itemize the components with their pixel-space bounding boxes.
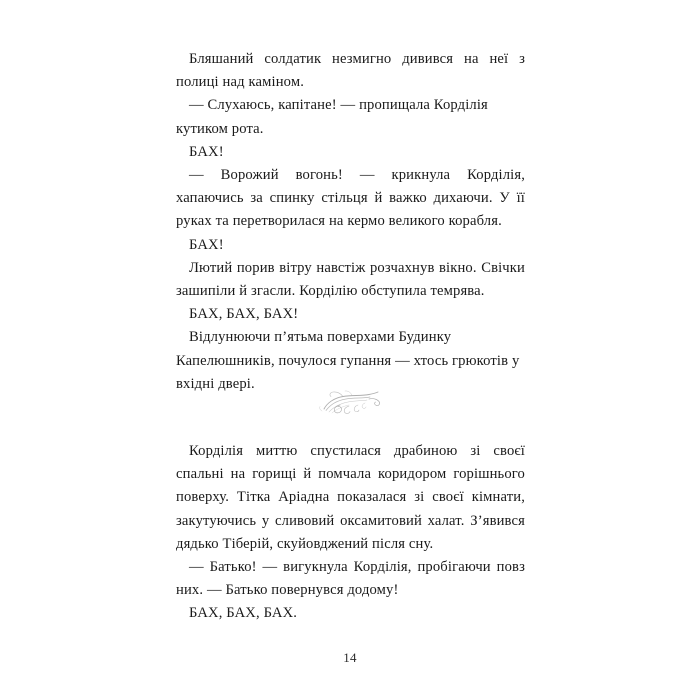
body-paragraph: Корділія миттю спустилася драбиною зі своєї спальні на горищі й помчала коридором горішнього поверху. Тітка Аріадна показалася зі своєї кімнати, закутуючись у сливовий оксамитовий халат. З’явився дядько Тіберій, скуйовджений після сну.: [176, 443, 525, 552]
body-paragraph: Відлунюючи п’ятьма поверхами Будинку Капелюшників, почулося гупання — хтось грюкотів у вхідні двері.: [176, 329, 520, 392]
body-paragraph: БАХ!: [189, 143, 224, 160]
section-divider-ornament: [0, 386, 700, 420]
body-paragraph: БАХ, БАХ, БАХ!: [189, 306, 299, 323]
lower-text-block: [176, 440, 525, 626]
body-paragraph: БАХ!: [189, 236, 224, 253]
body-paragraph: Бляшаний солдатик незмигно дивився на неї з полиці над каміном.: [176, 51, 525, 91]
body-paragraph: — Слухаюсь, капітане! — пропищала Корділія кутиком рота.: [176, 97, 488, 137]
page-number: 14: [343, 650, 357, 665]
calligraphic-flourish-icon: [317, 388, 383, 418]
body-paragraph: — Батько! — вигукнула Корділія, пробігаючи повз них. — Батько повернувся додому!: [176, 559, 525, 599]
body-paragraph: — Ворожий вогонь! — крикнула Корділія, хапаючись за спинку стільця й важко дихаючи. У її руках та перетворилася на кермо великого корабля.: [176, 167, 525, 230]
upper-text-block: [176, 48, 525, 396]
body-paragraph: БАХ, БАХ, БАХ.: [189, 605, 298, 622]
body-paragraph: Лютий порив вітру навстіж розчахнув вікно. Свічки зашипіли й згасли. Корділію обступила темрява.: [176, 259, 525, 300]
